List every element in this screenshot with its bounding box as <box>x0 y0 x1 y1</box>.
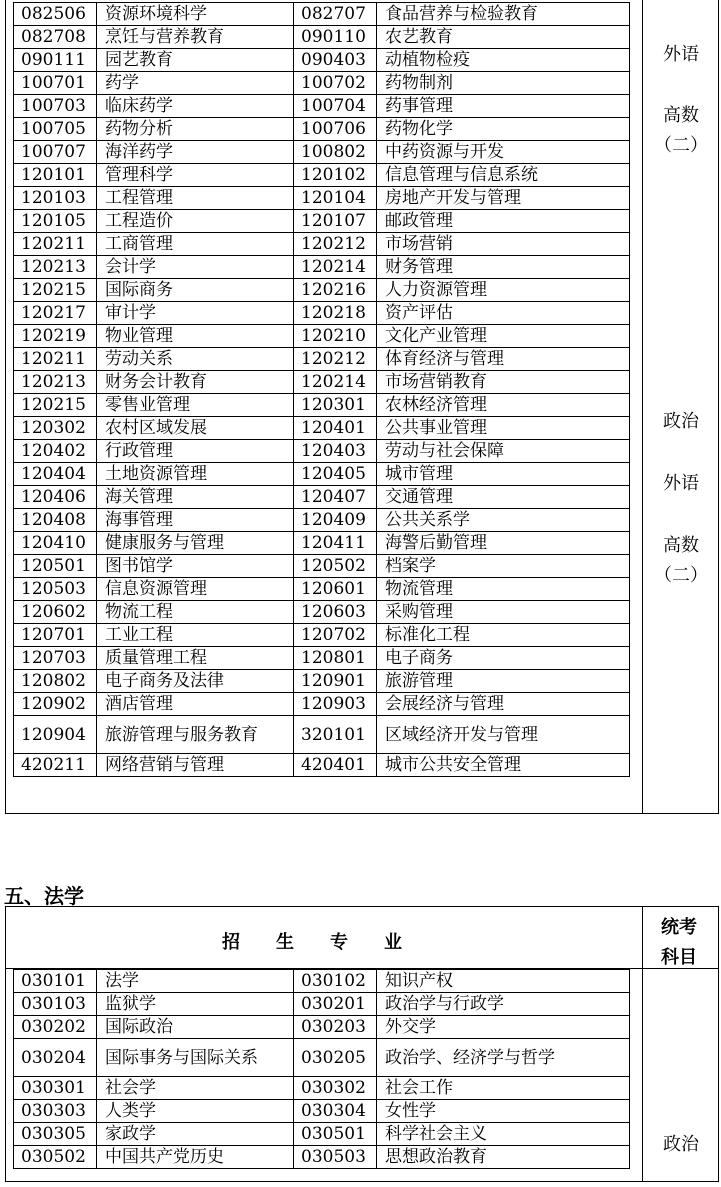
table-row <box>14 394 630 417</box>
major-name: 电子商务 <box>377 647 630 670</box>
major-code: 120902 <box>14 693 97 716</box>
major-name: 药物制剂 <box>377 72 630 95</box>
major-code: 030102 <box>294 970 377 993</box>
major-name: 外交学 <box>377 1016 630 1039</box>
major-name: 临床药学 <box>97 95 294 118</box>
major-name: 劳动关系 <box>97 348 294 371</box>
table-row <box>14 210 630 233</box>
major-code: 120218 <box>294 302 377 325</box>
table-row <box>14 1016 630 1039</box>
major-code: 120213 <box>14 256 97 279</box>
major-code: 120701 <box>14 624 97 647</box>
major-code: 090110 <box>294 26 377 49</box>
table-row <box>14 486 630 509</box>
major-code: 090111 <box>14 49 97 72</box>
major-code: 120212 <box>294 233 377 256</box>
major-code: 100802 <box>294 141 377 164</box>
major-name: 监狱学 <box>97 993 294 1016</box>
table-row <box>14 1077 630 1100</box>
major-code: 120301 <box>294 394 377 417</box>
major-code: 120405 <box>294 463 377 486</box>
header-major: 招 生 专 业 <box>222 932 402 953</box>
major-code: 120403 <box>294 440 377 463</box>
major-code: 120214 <box>294 256 377 279</box>
table-row <box>14 118 630 141</box>
major-code: 120703 <box>14 647 97 670</box>
major-name: 采购管理 <box>377 601 630 624</box>
major-name: 法学 <box>97 970 294 993</box>
major-code: 120407 <box>294 486 377 509</box>
major-name: 食品营养与检验教育 <box>377 3 630 26</box>
major-name: 药学 <box>97 72 294 95</box>
table-row <box>14 233 630 256</box>
subject-label: 高数 <box>663 105 699 126</box>
table1-grid <box>13 2 630 777</box>
table-row <box>14 1123 630 1146</box>
major-name: 药物分析 <box>97 118 294 141</box>
major-name: 中国共产党历史 <box>97 1146 294 1169</box>
major-name: 体育经济与管理 <box>377 348 630 371</box>
subject-label: 高数 <box>663 535 699 556</box>
major-code: 120211 <box>14 233 97 256</box>
major-code: 120105 <box>14 210 97 233</box>
major-name: 土地资源管理 <box>97 463 294 486</box>
major-code: 030204 <box>14 1039 97 1077</box>
major-name: 区域经济开发与管理 <box>377 716 630 754</box>
major-code: 120702 <box>294 624 377 647</box>
major-name: 物流工程 <box>97 601 294 624</box>
table-row <box>14 141 630 164</box>
major-name: 园艺教育 <box>97 49 294 72</box>
table-row <box>14 3 630 26</box>
major-code: 030203 <box>294 1016 377 1039</box>
major-code: 420401 <box>294 754 377 777</box>
table-row <box>14 72 630 95</box>
major-name: 家政学 <box>97 1123 294 1146</box>
table-row <box>14 26 630 49</box>
major-code: 120107 <box>294 210 377 233</box>
major-name: 档案学 <box>377 555 630 578</box>
table-row <box>14 970 630 993</box>
major-code: 082506 <box>14 3 97 26</box>
major-code: 030101 <box>14 970 97 993</box>
subject-label: 政治 <box>663 411 699 432</box>
table-row <box>14 187 630 210</box>
major-code: 120213 <box>14 371 97 394</box>
table-row <box>14 993 630 1016</box>
major-name: 动植物检疫 <box>377 49 630 72</box>
major-code: 120903 <box>294 693 377 716</box>
major-name: 国际商务 <box>97 279 294 302</box>
major-code: 120409 <box>294 509 377 532</box>
major-name: 资源环境科学 <box>97 3 294 26</box>
table-row <box>14 279 630 302</box>
major-name: 会计学 <box>97 256 294 279</box>
major-name: 健康服务与管理 <box>97 532 294 555</box>
table-row <box>14 716 630 754</box>
table-row <box>14 348 630 371</box>
table-row <box>14 95 630 118</box>
major-name: 行政管理 <box>97 440 294 463</box>
table-row <box>14 302 630 325</box>
subject-label: （二） <box>654 135 708 156</box>
major-code: 120401 <box>294 417 377 440</box>
major-code: 320101 <box>294 716 377 754</box>
major-code: 120901 <box>294 670 377 693</box>
major-code: 120103 <box>14 187 97 210</box>
major-code: 030103 <box>14 993 97 1016</box>
table-row <box>14 164 630 187</box>
major-name: 公共关系学 <box>377 509 630 532</box>
major-name: 会展经济与管理 <box>377 693 630 716</box>
major-code: 030205 <box>294 1039 377 1077</box>
major-code: 120212 <box>294 348 377 371</box>
table-row <box>14 754 630 777</box>
table-row <box>14 325 630 348</box>
major-code: 420211 <box>14 754 97 777</box>
major-name: 邮政管理 <box>377 210 630 233</box>
major-code: 120802 <box>14 670 97 693</box>
major-name: 城市管理 <box>377 463 630 486</box>
major-code: 120603 <box>294 601 377 624</box>
major-code: 030303 <box>14 1100 97 1123</box>
major-code: 120302 <box>14 417 97 440</box>
major-name: 市场营销 <box>377 233 630 256</box>
major-name: 烹饪与营养教育 <box>97 26 294 49</box>
major-name: 科学社会主义 <box>377 1123 630 1146</box>
major-name: 图书馆学 <box>97 555 294 578</box>
table-row <box>14 624 630 647</box>
table-row <box>14 601 630 624</box>
major-name: 审计学 <box>97 302 294 325</box>
major-code: 030302 <box>294 1077 377 1100</box>
major-code: 030305 <box>14 1123 97 1146</box>
major-code: 082708 <box>14 26 97 49</box>
table-row <box>14 509 630 532</box>
major-code: 120904 <box>14 716 97 754</box>
subject-label: 外语 <box>663 473 699 494</box>
major-name: 女性学 <box>377 1100 630 1123</box>
major-code: 120602 <box>14 601 97 624</box>
major-name: 药事管理 <box>377 95 630 118</box>
major-name: 资产评估 <box>377 302 630 325</box>
major-code: 120404 <box>14 463 97 486</box>
table-row <box>14 1146 630 1169</box>
major-name: 交通管理 <box>377 486 630 509</box>
major-code: 030201 <box>294 993 377 1016</box>
major-name: 管理科学 <box>97 164 294 187</box>
major-name: 标准化工程 <box>377 624 630 647</box>
table-row <box>14 371 630 394</box>
major-name: 思想政治教育 <box>377 1146 630 1169</box>
subject-label: （二） <box>654 565 708 586</box>
table-row <box>14 417 630 440</box>
major-name: 农林经济管理 <box>377 394 630 417</box>
major-name: 国际事务与国际关系 <box>97 1039 294 1077</box>
subject-label: 外语 <box>663 44 699 65</box>
major-name: 信息管理与信息系统 <box>377 164 630 187</box>
major-code: 030202 <box>14 1016 97 1039</box>
major-code: 100702 <box>294 72 377 95</box>
major-code: 030501 <box>294 1123 377 1146</box>
major-code: 120215 <box>14 279 97 302</box>
table-row <box>14 440 630 463</box>
major-name: 零售业管理 <box>97 394 294 417</box>
major-code: 120216 <box>294 279 377 302</box>
major-name: 财务会计教育 <box>97 371 294 394</box>
major-name: 海洋药学 <box>97 141 294 164</box>
major-name: 中药资源与开发 <box>377 141 630 164</box>
major-code: 100703 <box>14 95 97 118</box>
major-name: 旅游管理 <box>377 670 630 693</box>
major-name: 人力资源管理 <box>377 279 630 302</box>
header-exam: 科目 <box>661 947 697 968</box>
major-name: 工业工程 <box>97 624 294 647</box>
major-code: 120210 <box>294 325 377 348</box>
table-row <box>14 256 630 279</box>
major-name: 旅游管理与服务教育 <box>97 716 294 754</box>
major-name: 质量管理工程 <box>97 647 294 670</box>
major-name: 信息资源管理 <box>97 578 294 601</box>
major-code: 120406 <box>14 486 97 509</box>
major-code: 120502 <box>294 555 377 578</box>
major-name: 公共事业管理 <box>377 417 630 440</box>
major-code: 030301 <box>14 1077 97 1100</box>
major-name: 物流管理 <box>377 578 630 601</box>
major-code: 120101 <box>14 164 97 187</box>
table-row <box>14 693 630 716</box>
table2-grid <box>13 969 630 1169</box>
major-code: 120102 <box>294 164 377 187</box>
major-name: 药物化学 <box>377 118 630 141</box>
major-code: 120211 <box>14 348 97 371</box>
major-code: 120601 <box>294 578 377 601</box>
major-name: 劳动与社会保障 <box>377 440 630 463</box>
table-row <box>14 49 630 72</box>
major-name: 网络营销与管理 <box>97 754 294 777</box>
major-code: 120408 <box>14 509 97 532</box>
major-name: 政治学、经济学与哲学 <box>377 1039 630 1077</box>
major-code: 030304 <box>294 1100 377 1123</box>
major-code: 120801 <box>294 647 377 670</box>
major-name: 市场营销教育 <box>377 371 630 394</box>
major-code: 120217 <box>14 302 97 325</box>
table-row <box>14 1039 630 1077</box>
major-name: 工程管理 <box>97 187 294 210</box>
table-row <box>14 647 630 670</box>
major-code: 100704 <box>294 95 377 118</box>
major-name: 人类学 <box>97 1100 294 1123</box>
major-code: 090403 <box>294 49 377 72</box>
table-row <box>14 670 630 693</box>
major-name: 政治学与行政学 <box>377 993 630 1016</box>
major-code: 120219 <box>14 325 97 348</box>
subject-label: 政治 <box>663 1134 699 1155</box>
major-name: 农村区域发展 <box>97 417 294 440</box>
major-code: 100707 <box>14 141 97 164</box>
major-code: 120104 <box>294 187 377 210</box>
table-row <box>14 463 630 486</box>
major-name: 社会工作 <box>377 1077 630 1100</box>
major-name: 农艺教育 <box>377 26 630 49</box>
major-code: 100706 <box>294 118 377 141</box>
major-code: 120501 <box>14 555 97 578</box>
major-code: 082707 <box>294 3 377 26</box>
major-name: 城市公共安全管理 <box>377 754 630 777</box>
major-name: 国际政治 <box>97 1016 294 1039</box>
major-code: 100701 <box>14 72 97 95</box>
major-name: 海警后勤管理 <box>377 532 630 555</box>
major-code: 120411 <box>294 532 377 555</box>
table-row <box>14 532 630 555</box>
major-code: 120503 <box>14 578 97 601</box>
table-row <box>14 1100 630 1123</box>
major-name: 工商管理 <box>97 233 294 256</box>
major-name: 物业管理 <box>97 325 294 348</box>
header-exam: 统考 <box>661 917 697 938</box>
section-heading: 五、法学 <box>4 884 84 908</box>
major-name: 文化产业管理 <box>377 325 630 348</box>
major-code: 120410 <box>14 532 97 555</box>
major-code: 100705 <box>14 118 97 141</box>
major-code: 120214 <box>294 371 377 394</box>
major-name: 海事管理 <box>97 509 294 532</box>
major-name: 酒店管理 <box>97 693 294 716</box>
table-row <box>14 555 630 578</box>
major-name: 房地产开发与管理 <box>377 187 630 210</box>
major-name: 电子商务及法律 <box>97 670 294 693</box>
major-code: 030503 <box>294 1146 377 1169</box>
major-code: 030502 <box>14 1146 97 1169</box>
major-name: 知识产权 <box>377 970 630 993</box>
major-name: 海关管理 <box>97 486 294 509</box>
major-name: 工程造价 <box>97 210 294 233</box>
major-code: 120215 <box>14 394 97 417</box>
table-row <box>14 578 630 601</box>
major-name: 社会学 <box>97 1077 294 1100</box>
major-code: 120402 <box>14 440 97 463</box>
major-name: 财务管理 <box>377 256 630 279</box>
